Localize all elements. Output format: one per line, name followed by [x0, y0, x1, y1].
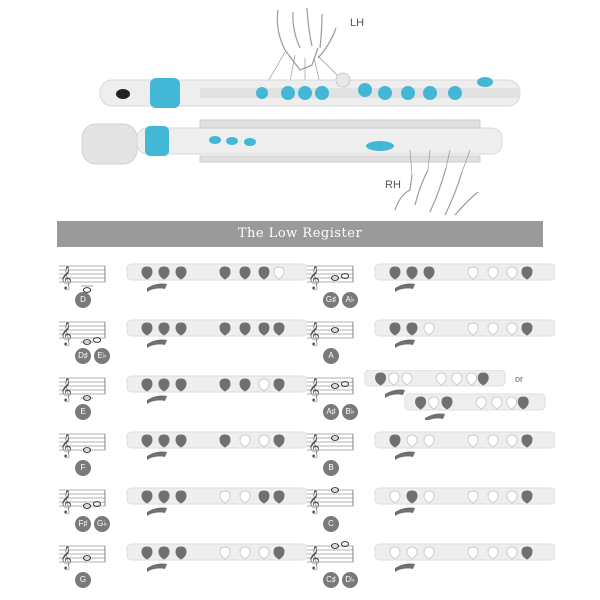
fingering-row	[57, 538, 307, 588]
thumb-key	[385, 390, 405, 399]
fingering-row	[305, 258, 555, 308]
left-hand-label: LH	[350, 17, 365, 29]
treble-clef-icon: 𝄞	[60, 377, 72, 401]
note-head-enharmonic	[93, 338, 100, 343]
fingering-row	[305, 370, 555, 420]
note-name-badge: D	[75, 292, 91, 308]
note-name-badges	[323, 348, 339, 364]
note-name-badges	[75, 348, 110, 364]
note-name-badge: C	[323, 516, 339, 532]
treble-clef-icon: 𝄞	[308, 489, 320, 513]
thumb-key	[395, 508, 415, 517]
note-staff	[305, 482, 555, 532]
note-name-badge: G♭	[94, 516, 110, 532]
note-name-badges	[75, 572, 91, 588]
note-name-badge: F♯	[75, 516, 91, 532]
treble-clef-icon: 𝄞	[308, 377, 320, 401]
note-head-enharmonic	[93, 502, 100, 507]
note-head-enharmonic	[341, 274, 348, 279]
note-name-badge: A♯	[323, 404, 339, 420]
treble-clef-icon: 𝄞	[308, 545, 320, 569]
note-head-enharmonic	[341, 382, 348, 387]
treble-clef-icon: 𝄞	[60, 265, 72, 289]
note-name-badges	[75, 292, 91, 308]
note-name-badge: E	[75, 404, 91, 420]
flute-illustration	[0, 0, 600, 220]
treble-clef-icon: 𝄞	[308, 433, 320, 457]
thumb-key	[395, 340, 415, 349]
flute-side-view	[100, 73, 520, 108]
note-name-badge: G	[75, 572, 91, 588]
left-hand-icon	[277, 8, 336, 70]
thumb-key	[395, 284, 415, 293]
fingering-row	[305, 314, 555, 364]
or-label: or	[515, 374, 524, 384]
fingering-row	[57, 370, 307, 420]
note-name-badge: E♭	[94, 348, 110, 364]
note-name-badge: G♯	[323, 292, 339, 308]
thumb-key	[147, 284, 167, 293]
note-name-badge: B♭	[342, 404, 358, 420]
note-staff	[57, 258, 307, 308]
treble-clef-icon: 𝄞	[60, 545, 72, 569]
note-name-badge: D♯	[75, 348, 91, 364]
fingering-row	[57, 482, 307, 532]
note-head-enharmonic	[341, 542, 348, 547]
note-name-badge: A	[323, 348, 339, 364]
right-hand-label: RH	[385, 179, 401, 191]
treble-clef-icon: 𝄞	[308, 321, 320, 345]
note-name-badge: D♭	[342, 572, 358, 588]
fingering-row	[305, 538, 555, 588]
fingering-row	[57, 314, 307, 364]
note-staff	[57, 538, 307, 588]
thumb-key	[395, 564, 415, 573]
thumb-key	[395, 452, 415, 461]
note-staff	[57, 426, 307, 476]
thumb-key	[147, 340, 167, 349]
treble-clef-icon: 𝄞	[60, 321, 72, 345]
flute-underside-view	[82, 120, 502, 164]
section-title-banner: The Low Register	[57, 221, 543, 247]
note-staff	[57, 370, 307, 420]
note-staff	[305, 426, 555, 476]
fingering-row	[57, 426, 307, 476]
note-name-badges	[323, 516, 339, 532]
note-name-badge: C♯	[323, 572, 339, 588]
right-hand-icon	[395, 168, 478, 215]
fingering-row	[305, 482, 555, 532]
note-name-badges	[75, 516, 110, 532]
treble-clef-icon: 𝄞	[60, 433, 72, 457]
note-name-badge: A♭	[342, 292, 358, 308]
fingering-row	[305, 426, 555, 476]
note-name-badge: B	[323, 460, 339, 476]
thumb-key	[147, 508, 167, 517]
note-name-badges	[323, 404, 358, 420]
note-name-badges	[75, 460, 91, 476]
thumb-key	[147, 396, 167, 405]
thumb-key	[425, 414, 445, 421]
note-name-badges	[323, 460, 339, 476]
thumb-key	[147, 564, 167, 573]
thumb-key	[147, 452, 167, 461]
treble-clef-icon: 𝄞	[60, 489, 72, 513]
note-name-badges	[323, 572, 358, 588]
note-staff	[305, 314, 555, 364]
note-name-badges	[75, 404, 91, 420]
treble-clef-icon: 𝄞	[308, 265, 320, 289]
note-name-badges	[323, 292, 358, 308]
note-name-badge: F	[75, 460, 91, 476]
fingering-row	[57, 258, 307, 308]
